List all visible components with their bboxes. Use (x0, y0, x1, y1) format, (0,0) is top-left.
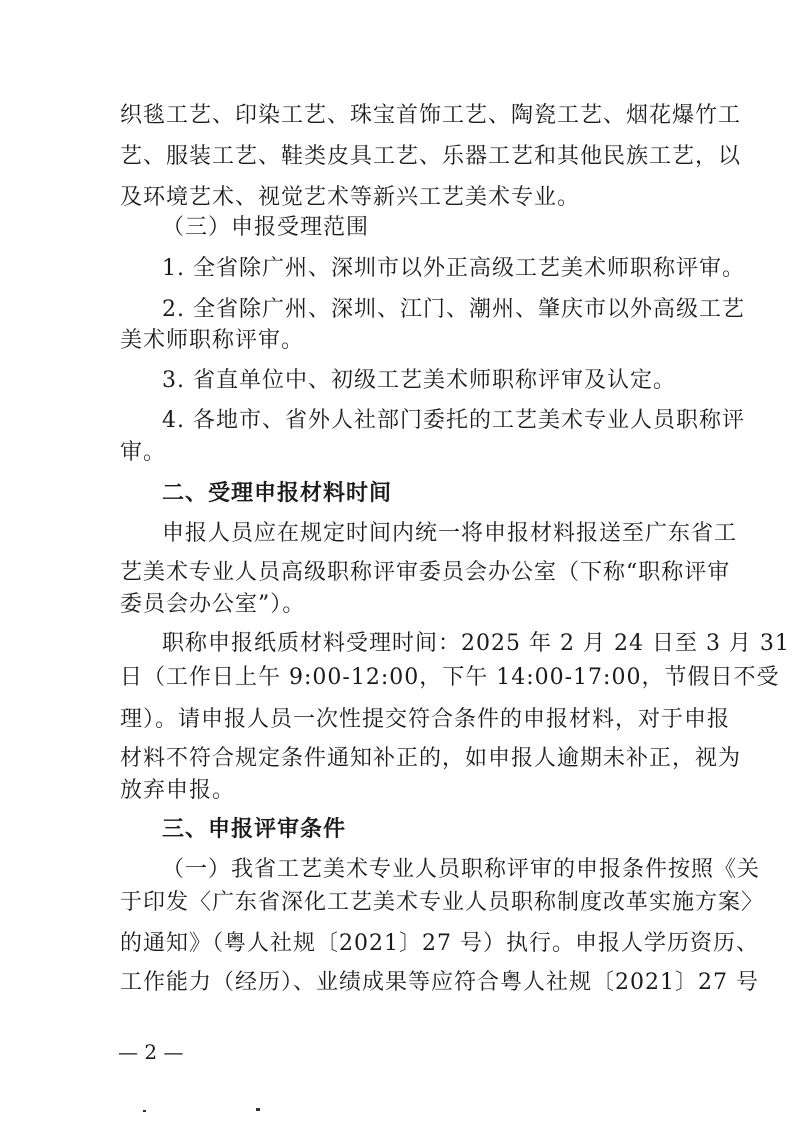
body-line: 艺、服装工艺、鞋类皮具工艺、乐器工艺和其他民族工艺，以 (120, 144, 742, 169)
body-line: 审。 (120, 440, 167, 465)
body-line: 织毯工艺、印染工艺、珠宝首饰工艺、陶瓷工艺、烟花爆竹工 (120, 103, 742, 128)
page-number: — 2 — (118, 1040, 184, 1064)
paragraph-line: 职称申报纸质材料受理时间：2025 年 2 月 24 日至 3 月 31 (162, 631, 790, 656)
paragraph-line: 申报人员应在规定时间内统一将申报材料报送至广东省工 (162, 521, 738, 546)
body-line: 日（工作日上午 9:00-12:00，下午 14:00-17:00，节假日不受 (120, 665, 780, 690)
body-line: 于印发〈广东省深化工艺美术专业人员职称制度改革实施方案〉 (120, 890, 765, 915)
list-item: 4. 各地市、省外人社部门委托的工艺美术专业人员职称评 (162, 408, 745, 433)
body-line: 工作能力（经历）、业绩成果等应符合粤人社规〔2021〕27 号 (120, 970, 759, 995)
body-line: 材料不符合规定条件通知补正的，如申报人逾期未补正，视为 (120, 746, 742, 771)
list-item: 1. 全省除广州、深圳市以外正高级工艺美术师职称评审。 (162, 256, 745, 281)
subsection-heading: （三）申报受理范围 (162, 215, 370, 240)
scan-speck (256, 1108, 260, 1111)
body-line: 艺美术专业人员高级职称评审委员会办公室（下称“职称评审 (120, 560, 731, 585)
body-line: 的通知》（粤人社规〔2021〕27 号）执行。申报人学历资历、 (120, 931, 759, 956)
list-item: 3. 省直单位中、初级工艺美术师职称评审及认定。 (162, 368, 676, 393)
body-line: 美术师职称评审。 (120, 328, 305, 353)
body-line: 委员会办公室”）。 (120, 592, 306, 617)
section-heading: 二、受理申报材料时间 (162, 481, 393, 506)
section-heading: 三、申报评审条件 (162, 817, 347, 842)
body-line: 及环境艺术、视觉艺术等新兴工艺美术专业。 (120, 185, 581, 210)
body-line: 理）。请申报人员一次性提交符合条件的申报材料，对于申报 (120, 707, 731, 732)
paragraph-line: （一）我省工艺美术专业人员职称评审的申报条件按照《关 (162, 857, 761, 882)
list-item: 2. 全省除广州、深圳、江门、潮州、肇庆市以外高级工艺 (162, 297, 745, 322)
body-line: 放弃申报。 (120, 778, 236, 803)
scan-speck (143, 1110, 146, 1112)
